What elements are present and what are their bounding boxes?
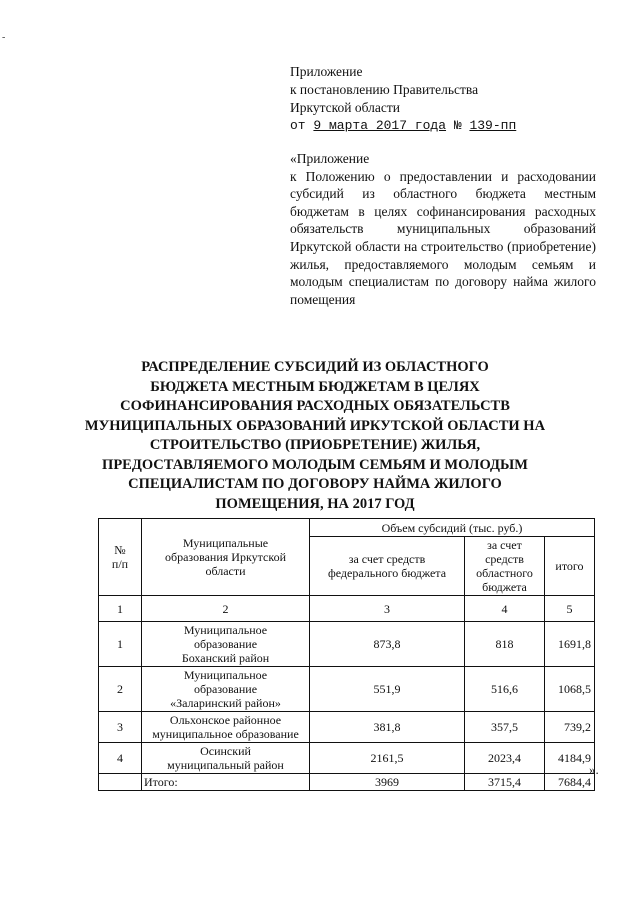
row-regional: 357,5 — [465, 712, 545, 743]
heading-line: ПОМЕЩЕНИЯ, НА 2017 ГОД — [215, 495, 415, 512]
row-federal: 551,9 — [310, 667, 465, 712]
approval-date-line — [290, 117, 590, 135]
resolution-number: 139-пп — [469, 118, 517, 133]
row-number: 2 — [99, 667, 142, 712]
resolution-date: 9 марта 2017 года — [313, 118, 447, 133]
approval-line-1: Приложение — [290, 64, 363, 79]
table-row — [99, 622, 595, 667]
heading-line: СОФИНАНСИРОВАНИЯ РАСХОДНЫХ ОБЯЗАТЕЛЬСТВ — [120, 398, 510, 414]
heading-line: СПЕЦИАЛИСТАМ ПО ДОГОВОРУ НАЙМА ЖИЛОГО — [128, 476, 502, 492]
row-federal: 2161,5 — [310, 743, 465, 774]
total-federal: 3969 — [310, 774, 465, 791]
header-municipality: Муниципальные образования Иркутской области — [142, 519, 310, 596]
table-row — [99, 667, 595, 712]
column-index-row — [99, 596, 595, 622]
closing-quote-mark: ». — [589, 762, 599, 777]
annex-title: «Приложение — [290, 151, 370, 166]
number-sign: № — [446, 118, 470, 133]
margin-mark: - — [2, 32, 6, 43]
subsidy-table — [98, 518, 595, 791]
row-regional: 516,6 — [465, 667, 545, 712]
total-row — [99, 774, 595, 791]
row-municipality: Ольхонское районное муниципальное образование — [142, 712, 310, 743]
total-label: Итого: — [142, 774, 310, 791]
column-index: 4 — [465, 596, 545, 622]
column-index: 5 — [545, 596, 595, 622]
heading-line: СТРОИТЕЛЬСТВО (ПРИОБРЕТЕНИЕ) ЖИЛЬЯ, — [149, 437, 481, 453]
row-federal: 381,8 — [310, 712, 465, 743]
annex-block — [290, 150, 596, 308]
heading-line: БЮДЖЕТА МЕСТНЫМ БЮДЖЕТАМ В ЦЕЛЯХ — [150, 378, 480, 395]
column-index: 3 — [310, 596, 465, 622]
approval-block — [290, 63, 590, 135]
row-total: 4184,9 — [545, 743, 595, 774]
table-row — [99, 712, 595, 743]
row-total: 1068,5 — [545, 667, 595, 712]
heading-line: МУНИЦИПАЛЬНЫХ ОБРАЗОВАНИЙ ИРКУТСКОЙ ОБЛАСТИ НА — [84, 417, 546, 434]
heading-line: РАСПРЕДЕЛЕНИЕ СУБСИДИЙ ИЗ ОБЛАСТНОГО — [141, 359, 489, 375]
approval-line-2: к постановлению Правительства — [290, 82, 479, 97]
table-row — [99, 743, 595, 774]
total-sum: 7684,4 — [545, 774, 595, 791]
row-total: 1691,8 — [545, 622, 595, 667]
row-federal: 873,8 — [310, 622, 465, 667]
header-regional: за счет средств областного бюджета — [465, 537, 545, 596]
from-prefix: от — [290, 118, 314, 133]
annex-body: к Положению о предоставлении и расходовании субсидий из областного бюджета местным бюджетам в целях софинансирования расходных обязательств муниципальных образований Иркутской области на строительство (приобретение) жилья, предоставляемого молодым семьям и молодым специалистам по договору найма жилого помещения — [290, 168, 596, 307]
document-heading — [75, 358, 555, 514]
row-number: 4 — [99, 743, 142, 774]
column-index: 1 — [99, 596, 142, 622]
row-total: 739,2 — [545, 712, 595, 743]
row-regional: 2023,4 — [465, 743, 545, 774]
header-federal: за счет средств федерального бюджета — [310, 537, 465, 596]
approval-line-3: Иркутской области — [290, 100, 401, 115]
row-municipality: Муниципальное образование «Заларинский район» — [142, 667, 310, 712]
row-municipality: Осинский муниципальный район — [142, 743, 310, 774]
header-number: № п/п — [99, 519, 142, 596]
row-number: 1 — [99, 622, 142, 667]
header-total: итого — [545, 537, 595, 596]
column-index: 2 — [142, 596, 310, 622]
row-number: 3 — [99, 712, 142, 743]
total-regional: 3715,4 — [465, 774, 545, 791]
row-municipality: Муниципальное образование Боханский район — [142, 622, 310, 667]
header-subsidy-volume: Объем субсидий (тыс. руб.) — [310, 519, 595, 537]
total-row-blank — [99, 774, 142, 791]
row-regional: 818 — [465, 622, 545, 667]
heading-line: ПРЕДОСТАВЛЯЕМОГО МОЛОДЫМ СЕМЬЯМ И МОЛОДЫМ — [102, 456, 528, 473]
